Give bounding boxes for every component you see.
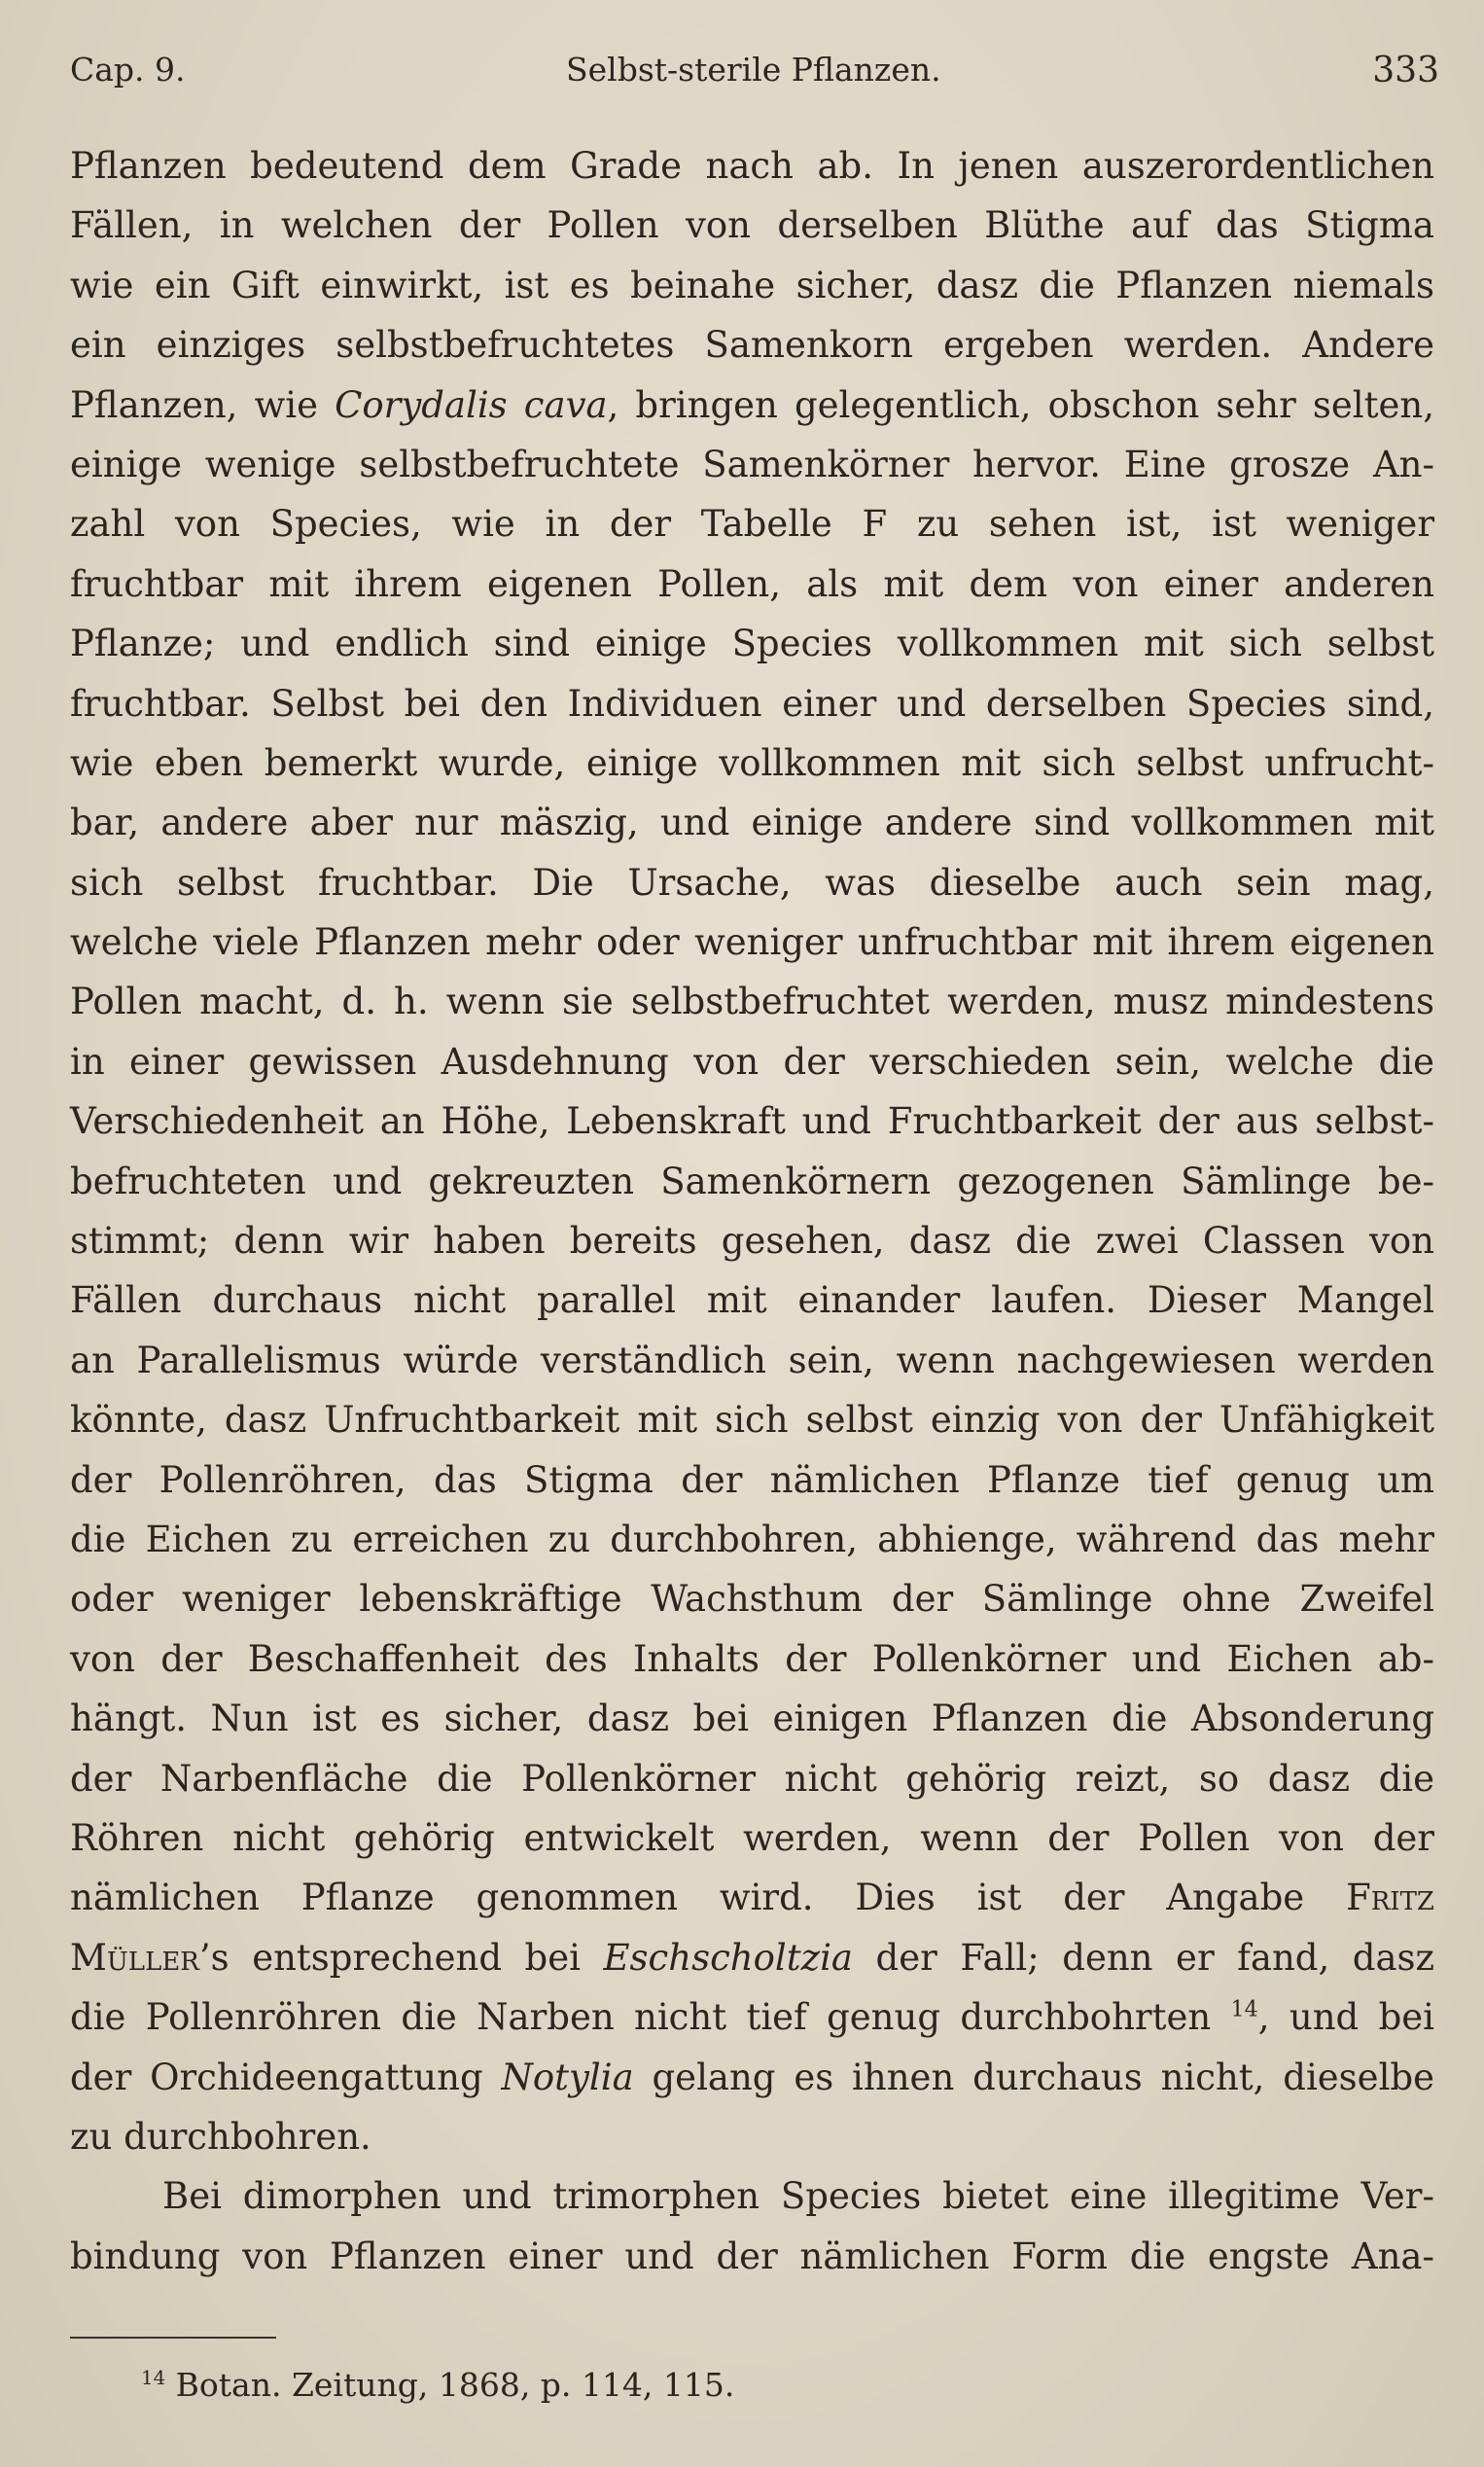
text-fragment: ’s entsprechend bei [198,1936,604,1979]
author-name: Müller [70,1936,199,1979]
chapter-label: Cap. 9. [70,51,186,89]
text-fragment: der Orchideengattung [70,2056,502,2098]
text-line: Bei dimorphen und trimorphen Species bietet eine illegitime Ver- [162,2175,1434,2218]
text-line: bar, andere aber nur mäszig, und einige andere sind vollkommen mit [70,802,1434,844]
main-text [70,136,1434,2286]
text-line [70,375,1434,435]
text-line [70,1868,1434,1927]
text-fragment: , und bei [1257,1996,1434,2039]
text-line: Fällen durchaus nicht parallel mit einander laufen. Dieser Mangel [70,1279,1434,1322]
running-header [70,51,1439,101]
text-line: welche viele Pflanzen mehr oder weniger unfruchtbar mit ihrem eigenen [70,921,1434,964]
text-line: hängt. Nun ist es sicher, dasz bei einigen Pflanzen die Absonderung [70,1698,1434,1740]
text-line: Verschiedenheit an Höhe, Lebenskraft und Fruchtbarkeit der aus selbst- [70,1100,1434,1143]
text-line: Röhren nicht gehörig entwickelt werden, wenn der Pollen von der [70,1816,1434,1859]
text-line: fruchtbar mit ihrem eigenen Pollen, als mit dem von einer anderen [70,562,1434,605]
genus-name: Eschscholtzia [603,1936,853,1979]
text-line: könnte, dasz Unfruchtbarkeit mit sich selbst einzig von der Unfähigkeit [70,1399,1434,1442]
running-title: Selbst-sterile Pflanzen. [566,51,941,89]
text-line: wie ein Gift einwirkt, ist es beinahe sicher, dasz die Pflanzen niemals [70,264,1434,306]
footnote-number: 14 [141,2367,166,2389]
text-line: Pflanze; und endlich sind einige Species vollkommen mit sich selbst [70,623,1434,665]
author-name: Fritz [1346,1877,1434,1919]
text-line: sich selbst fruchtbar. Die Ursache, was dieselbe auch sein mag, [70,861,1434,904]
text-line: ein einziges selbstbefruchtetes Samenkorn ergeben werden. Andere [70,324,1434,367]
text-line: fruchtbar. Selbst bei den Individuen einer und derselben Species sind, [70,682,1434,725]
text-fragment: , bringen gelegentlich, obschon sehr selten, [607,383,1434,426]
species-name: Corydalis cava [335,383,608,426]
text-fragment: nämlichen Pflanze genommen wird. Dies ist der Angabe [70,1877,1347,1919]
text-line: bindung von Pflanzen einer und der nämlichen Form die engste Ana- [70,2235,1434,2277]
genus-name: Notylia [501,2056,634,2098]
text-line: Pflanzen bedeutend dem Grade nach ab. In jenen auszerordentlichen [70,145,1434,187]
text-fragment: die Pollenröhren die Narben nicht tief genug durchbohrten [70,1996,1231,2039]
text-line [70,1987,1434,2047]
text-line: zu durchbohren. [70,2115,371,2158]
footnote-text: Botan. Zeitung, 1868, p. 114, 115. [165,2366,735,2404]
text-line: die Eichen zu erreichen zu durchbohren, abhienge, während das mehr [70,1518,1434,1560]
text-fragment: Pflanzen, wie [70,383,336,426]
text-fragment: der Fall; denn er fand, dasz [852,1936,1434,1979]
text-line: einige wenige selbstbefruchtete Samenkörner hervor. Eine grosze An- [70,443,1434,485]
text-line: Fällen, in welchen der Pollen von derselben Blüthe auf das Stigma [70,204,1434,247]
page-number: 333 [1372,51,1439,90]
text-line: der Pollenröhren, das Stigma der nämlichen Pflanze tief genug um [70,1458,1434,1501]
text-line: Pollen macht, d. h. wenn sie selbstbefruchtet werden, musz mindestens [70,981,1434,1023]
text-line [70,2048,1434,2107]
footnote-ref[interactable]: 14 [1230,1996,1258,2022]
text-line: befruchteten und gekreuzten Samenkörnern gezogenen Sämlinge be- [70,1160,1434,1202]
text-line: der Narbenfläche die Pollenkörner nicht gehörig reizt, so dasz die [70,1757,1434,1800]
text-fragment: gelang es ihnen durchaus nicht, dieselbe [633,2056,1434,2098]
text-line: wie eben bemerkt wurde, einige vollkommen mit sich selbst unfrucht- [70,741,1434,784]
text-line [70,1928,1434,1987]
footnote [141,2366,734,2404]
text-line: zahl von Species, wie in der Tabelle F zu sehen ist, ist weniger [70,503,1434,546]
text-line: oder weniger lebenskräftige Wachsthum der Sämlinge ohne Zweifel [70,1578,1434,1621]
footnote-divider [70,2337,276,2339]
text-line: in einer gewissen Ausdehnung von der verschieden sein, welche die [70,1040,1434,1083]
text-line: von der Beschaffenheit des Inhalts der Pollenkörner und Eichen ab- [70,1637,1434,1680]
text-line: stimmt; denn wir haben bereits gesehen, dasz die zwei Classen von [70,1220,1434,1263]
text-line: an Parallelismus würde verständlich sein, wenn nachgewiesen werden [70,1339,1434,1381]
